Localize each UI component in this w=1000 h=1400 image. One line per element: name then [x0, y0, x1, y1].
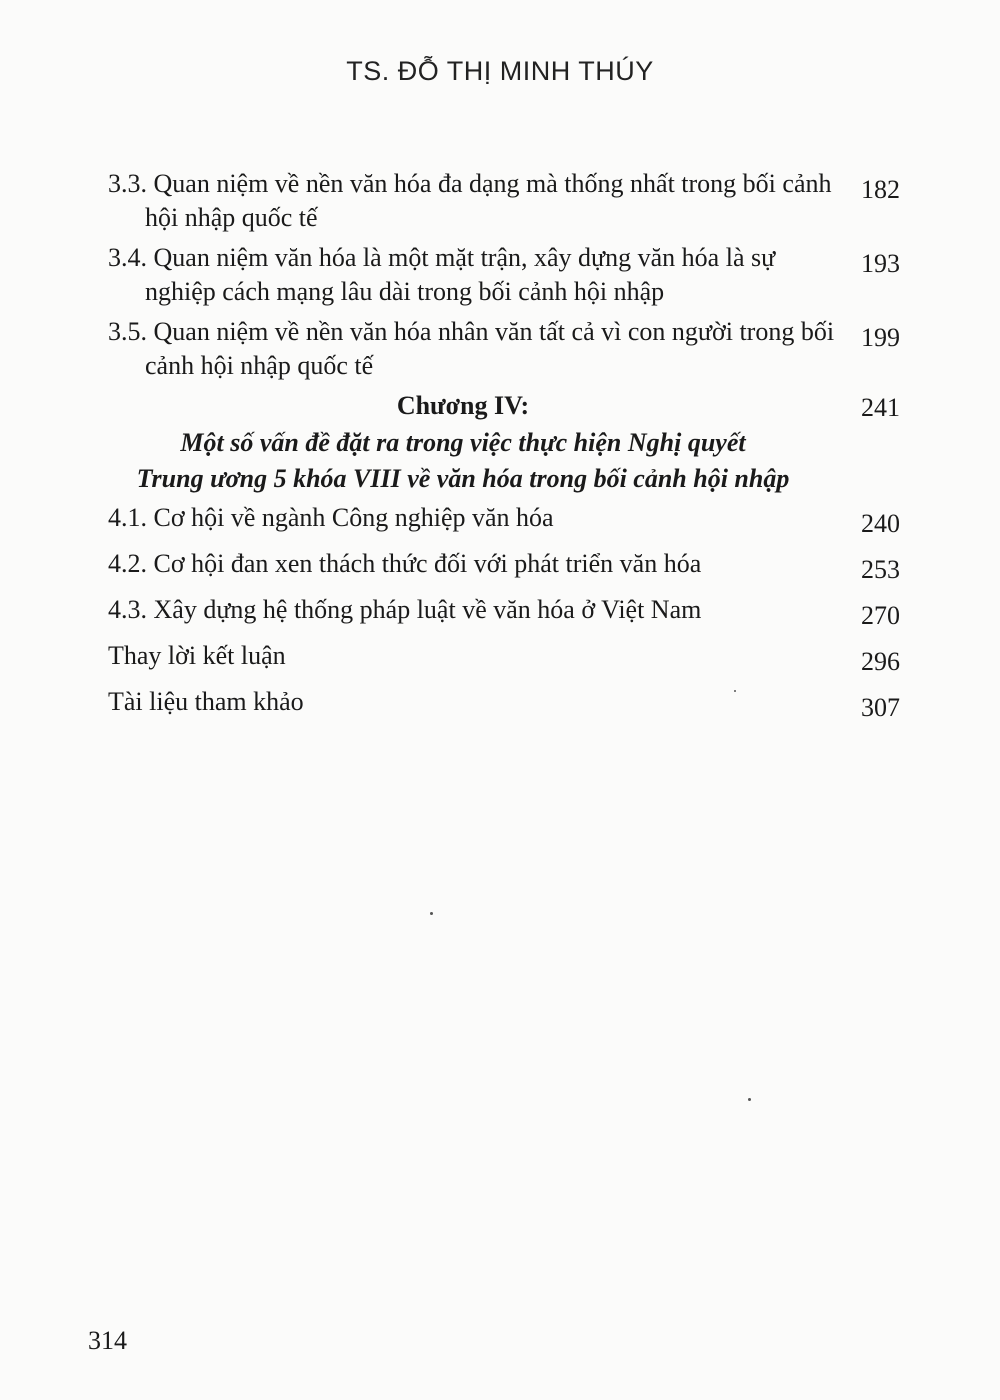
toc-entry-3-3	[108, 167, 900, 235]
toc-entry-page: 307	[861, 693, 900, 722]
chapter-page: 241	[861, 393, 900, 422]
toc-entry-3-4	[108, 241, 900, 309]
toc-entry-text: 3.4. Quan niệm văn hóa là một mặt trận, xây dựng văn hóa là sự nghiệp cách mạng lâu dài trong bối cảnh hội nhập	[108, 243, 776, 306]
running-header: TS. ĐỖ THỊ MINH THÚY	[346, 56, 654, 86]
toc-entry-page: 253	[861, 555, 900, 584]
toc-entry-4-3	[108, 593, 900, 633]
toc-entry-page: 240	[861, 509, 900, 538]
chapter-title: Chương IV:	[396, 391, 530, 420]
chapter-heading	[108, 389, 900, 425]
toc-entry-text: 4.3. Xây dựng hệ thống pháp luật về văn hóa ở Việt Nam	[108, 595, 702, 624]
toc-entry-4-1	[108, 501, 900, 541]
toc-entry-text: 4.2. Cơ hội đan xen thách thức đối với phát triển văn hóa	[108, 549, 702, 578]
toc-entry-3-5	[108, 315, 900, 383]
chapter-subtitle	[108, 425, 818, 497]
chapter-subtitle-line: Trung ương 5 khóa VIII về văn hóa trong bối cảnh hội nhập	[136, 464, 790, 493]
toc-entry-text: Tài liệu tham khảo	[108, 687, 304, 716]
print-speck	[430, 912, 433, 915]
toc-entry-page: 270	[861, 601, 900, 630]
toc-entry-page: 182	[861, 175, 900, 204]
toc-entry-page: 296	[861, 647, 900, 676]
toc-entry-4-2	[108, 547, 900, 587]
chapter-subtitle-line: Một số vấn đề đặt ra trong việc thực hiện Nghị quyết	[180, 428, 746, 457]
print-speck	[748, 1098, 751, 1101]
page-number: 314	[88, 1326, 127, 1355]
toc-entry-page: 193	[861, 249, 900, 278]
toc-entry-conclusion	[108, 639, 900, 679]
toc-entry-text: 4.1. Cơ hội về ngành Công nghiệp văn hóa	[108, 503, 554, 532]
table-of-contents	[108, 167, 900, 731]
toc-entry-page: 199	[861, 323, 900, 352]
print-speck	[734, 690, 736, 692]
toc-entry-text: Thay lời kết luận	[108, 641, 286, 670]
toc-entry-text: 3.5. Quan niệm về nền văn hóa nhân văn tất cả vì con người trong bối cảnh hội nhập quốc tế	[108, 317, 835, 380]
toc-entry-text: 3.3. Quan niệm về nền văn hóa đa dạng mà thống nhất trong bối cảnh hội nhập quốc tế	[108, 169, 832, 232]
toc-entry-references	[108, 685, 900, 725]
